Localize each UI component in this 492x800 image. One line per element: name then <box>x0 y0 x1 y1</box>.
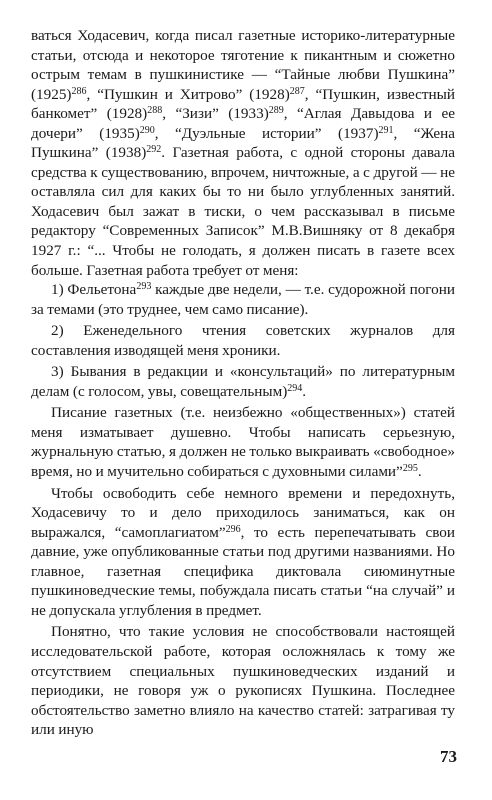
footnote-ref: 288 <box>147 105 163 117</box>
footnote-ref: 296 <box>225 523 241 535</box>
footnote-ref: 294 <box>287 382 303 394</box>
paragraph <box>31 484 455 621</box>
paragraph <box>31 321 455 360</box>
paragraph <box>31 403 455 481</box>
paragraph <box>31 362 455 401</box>
footnote-ref: 292 <box>146 144 162 156</box>
page-text <box>31 26 455 740</box>
paragraph-text: , “Пушкин и Хитрово” (1928) <box>86 85 290 103</box>
footnote-ref: 286 <box>71 85 87 97</box>
paragraph-text: Чтобы освободить себе немного времени и передохнуть, Ходасевичу то и дело приходилось заниматься, как он выражался, “самоплагиатом” <box>31 484 455 541</box>
paragraph-text: Понятно, что такие условия не способствовали настоящей исследовательской работе, которая осложнялась к тому же отсутствием специальных пушкиноведческих изданий и периодики, не говоря уж о рукописях Пушкина. Последнее обстоятельство заметно влияло на качество статей: затрагивая ту или иную <box>31 623 455 739</box>
paragraph-text: . Газетная работа, с одной стороны давала средства к существованию, впрочем, ничтожные, а с другой — не оставляла сил для каких бы то ни было углубленных занятий. Ходасевич был зажат в тиски, о чем рассказывал в письме редактору “Современных Записок” М.В.Вишняку от 8 декабря 1927 г.: “... Чтобы не голодать, я должен писать в газете всех больше. Газетная работа требует от меня: <box>31 144 456 279</box>
paragraph-text: , то есть перепечатывать свои давние, уже опубликованные статьи под другими названиями. Но главное, газетная специфика диктовала сиюминутные пушкиноведческие темы, побуждала писать статьи “на случай” и не допускала углубления в предмет. <box>31 523 455 619</box>
paragraph-text: , “Зизи” (1933) <box>162 105 269 123</box>
paragraph-text: , “Пушкин, известный банкомет” (1928) <box>31 85 455 123</box>
paragraph <box>31 622 455 739</box>
paragraph-text: ваться Ходасевич, когда писал газетные историко-литературные статьи, отсюда и некоторое тяготение к пикантным и сюжетно острым темам в пушкинистике — “Тайные любви Пушкина” (1925) <box>31 27 455 103</box>
page-number: 73 <box>440 747 457 766</box>
paragraph-text: 1) Фельетона <box>51 281 137 299</box>
paragraph <box>31 26 455 280</box>
paragraph-text: каждые две недели, — т.е. судорожной погони за темами (это труднее, чем само писание). <box>31 281 455 318</box>
paragraph-text: , “Аглая Давыдова и ее дочери” (1935) <box>31 105 455 142</box>
paragraph-text: 2) Еженедельного чтения советских журналов для составления изводящей меня хроники. <box>31 322 455 359</box>
footnote-ref: 293 <box>136 281 152 293</box>
paragraph-text: , “Дуэльные истории” (1937) <box>154 124 379 142</box>
paragraph-text: . <box>302 382 307 400</box>
paragraph-text: , “Жена Пушкина” (1938) <box>31 124 455 162</box>
footnote-ref: 287 <box>289 85 305 97</box>
footnote-ref: 289 <box>268 105 284 117</box>
paragraph-text: Писание газетных (т.е. неизбежно «общественных») статей меня изматывает душевно. Чтобы написать серьезную, журнальную статью, я должен не только выкраивать «свободное» время, но и мучительно собираться с духовными силами” <box>31 404 455 481</box>
footnote-ref: 290 <box>139 124 155 136</box>
paragraph-text: 3) Бывания в редакции и «консультаций» по литературным делам (с голосом, увы, совещательным) <box>31 363 455 400</box>
footnote-ref: 295 <box>402 463 418 475</box>
footnote-ref: 291 <box>378 124 394 136</box>
paragraph-text: . <box>417 463 422 481</box>
paragraph <box>31 280 455 319</box>
